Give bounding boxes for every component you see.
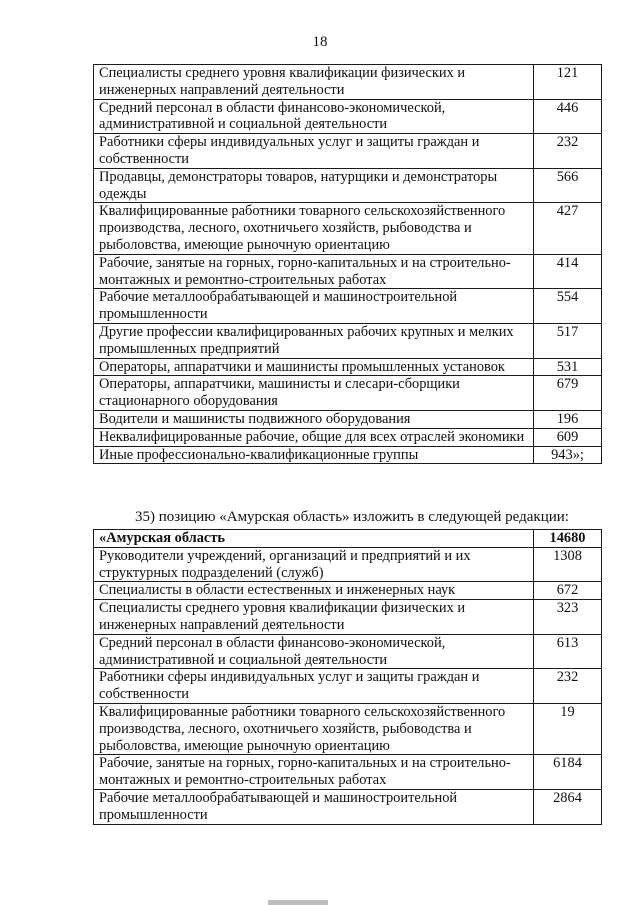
occupation-label: Руководители учреждений, организаций и предприятий и их структурных подразделений (служб) [94, 547, 534, 582]
occupation-label: Продавцы, демонстраторы товаров, натурщики и демонстраторы одежды [94, 168, 534, 203]
occupation-label: Средний персонал в области финансово-экономической, административной и социальной деятельности [94, 634, 534, 669]
page-number: 18 [312, 34, 328, 50]
table-row [94, 203, 602, 254]
occupation-label: Неквалифицированные рабочие, общие для всех отраслей экономики [94, 428, 534, 446]
table-row [94, 446, 602, 464]
table-row [94, 289, 602, 324]
occupation-label: Средний персонал в области финансово-экономической, административной и социальной деятельности [94, 99, 534, 134]
occupation-label: Операторы, аппаратчики и машинисты промышленных установок [94, 358, 534, 376]
occupation-value: 232 [534, 669, 602, 704]
scan-artifact [268, 900, 328, 905]
occupation-label: Рабочие металлообрабатывающей и машиностроительной промышленности [94, 789, 534, 824]
occupation-label: Специалисты в области естественных и инженерных наук [94, 582, 534, 600]
amur-region-table [93, 529, 602, 825]
occupation-label: Квалифицированные работники товарного сельскохозяйственного производства, лесного, охотничьего хозяйств, рыбоводства и рыболовства, имеющие рыночную ориентацию [94, 703, 534, 754]
occupation-value: 427 [534, 203, 602, 254]
occupation-label: Иные профессионально-квалификационные группы [94, 446, 534, 464]
table-row [94, 168, 602, 203]
occupation-value: 531 [534, 358, 602, 376]
table-row [94, 323, 602, 358]
occupation-label: Специалисты среднего уровня квалификации физических и инженерных направлений деятельности [94, 600, 534, 635]
occupation-value: 2864 [534, 789, 602, 824]
table-row [94, 410, 602, 428]
occupation-label: Рабочие, занятые на горных, горно-капитальных и на строительно-монтажных и ремонтно-строительных работах [94, 254, 534, 289]
occupation-value: 6184 [534, 755, 602, 790]
table-row [94, 789, 602, 824]
occupation-label: Квалифицированные работники товарного сельскохозяйственного производства, лесного, охотничьего хозяйств, рыбоводства и рыболовства, имеющие рыночную ориентацию [94, 203, 534, 254]
region-heading-row [94, 530, 602, 548]
occupation-label: Операторы, аппаратчики, машинисты и слесари-сборщики стационарного оборудования [94, 376, 534, 411]
table-row [94, 582, 602, 600]
occupation-value: 613 [534, 634, 602, 669]
table-row [94, 65, 602, 100]
occupation-value: 1308 [534, 547, 602, 582]
table-row [94, 376, 602, 411]
table-row [94, 99, 602, 134]
table-row [94, 669, 602, 704]
table-row [94, 634, 602, 669]
occupation-value: 517 [534, 323, 602, 358]
occupation-label: Другие профессии квалифицированных рабочих крупных и мелких промышленных предприятий [94, 323, 534, 358]
table-row [94, 755, 602, 790]
occupation-value: 323 [534, 600, 602, 635]
table-row [94, 254, 602, 289]
occupation-table-continued [93, 64, 602, 464]
occupation-value: 196 [534, 410, 602, 428]
table-row [94, 547, 602, 582]
table-row [94, 134, 602, 169]
occupation-value: 943»; [534, 446, 602, 464]
occupation-value: 121 [534, 65, 602, 100]
occupation-value: 679 [534, 376, 602, 411]
occupation-value: 609 [534, 428, 602, 446]
table-row [94, 428, 602, 446]
table-row [94, 358, 602, 376]
region-name: «Амурская область [94, 530, 534, 548]
occupation-value: 672 [534, 582, 602, 600]
occupation-value: 566 [534, 168, 602, 203]
occupation-value: 554 [534, 289, 602, 324]
occupation-label: Рабочие, занятые на горных, горно-капитальных и на строительно-монтажных и ремонтно-строительных работах [94, 755, 534, 790]
occupation-label: Работники сферы индивидуальных услуг и защиты граждан и собственности [94, 134, 534, 169]
region-total: 14680 [534, 530, 602, 548]
occupation-label: Работники сферы индивидуальных услуг и защиты граждан и собственности [94, 669, 534, 704]
table-row [94, 703, 602, 754]
table-row [94, 600, 602, 635]
occupation-value: 232 [534, 134, 602, 169]
occupation-label: Специалисты среднего уровня квалификации физических и инженерных направлений деятельности [94, 65, 534, 100]
occupation-label: Рабочие металлообрабатывающей и машиностроительной промышленности [94, 289, 534, 324]
occupation-value: 19 [534, 703, 602, 754]
occupation-value: 446 [534, 99, 602, 134]
occupation-value: 414 [534, 254, 602, 289]
amendment-paragraph: 35) позицию «Амурская область» изложить в следующей редакции: [135, 509, 569, 525]
occupation-label: Водители и машинисты подвижного оборудования [94, 410, 534, 428]
